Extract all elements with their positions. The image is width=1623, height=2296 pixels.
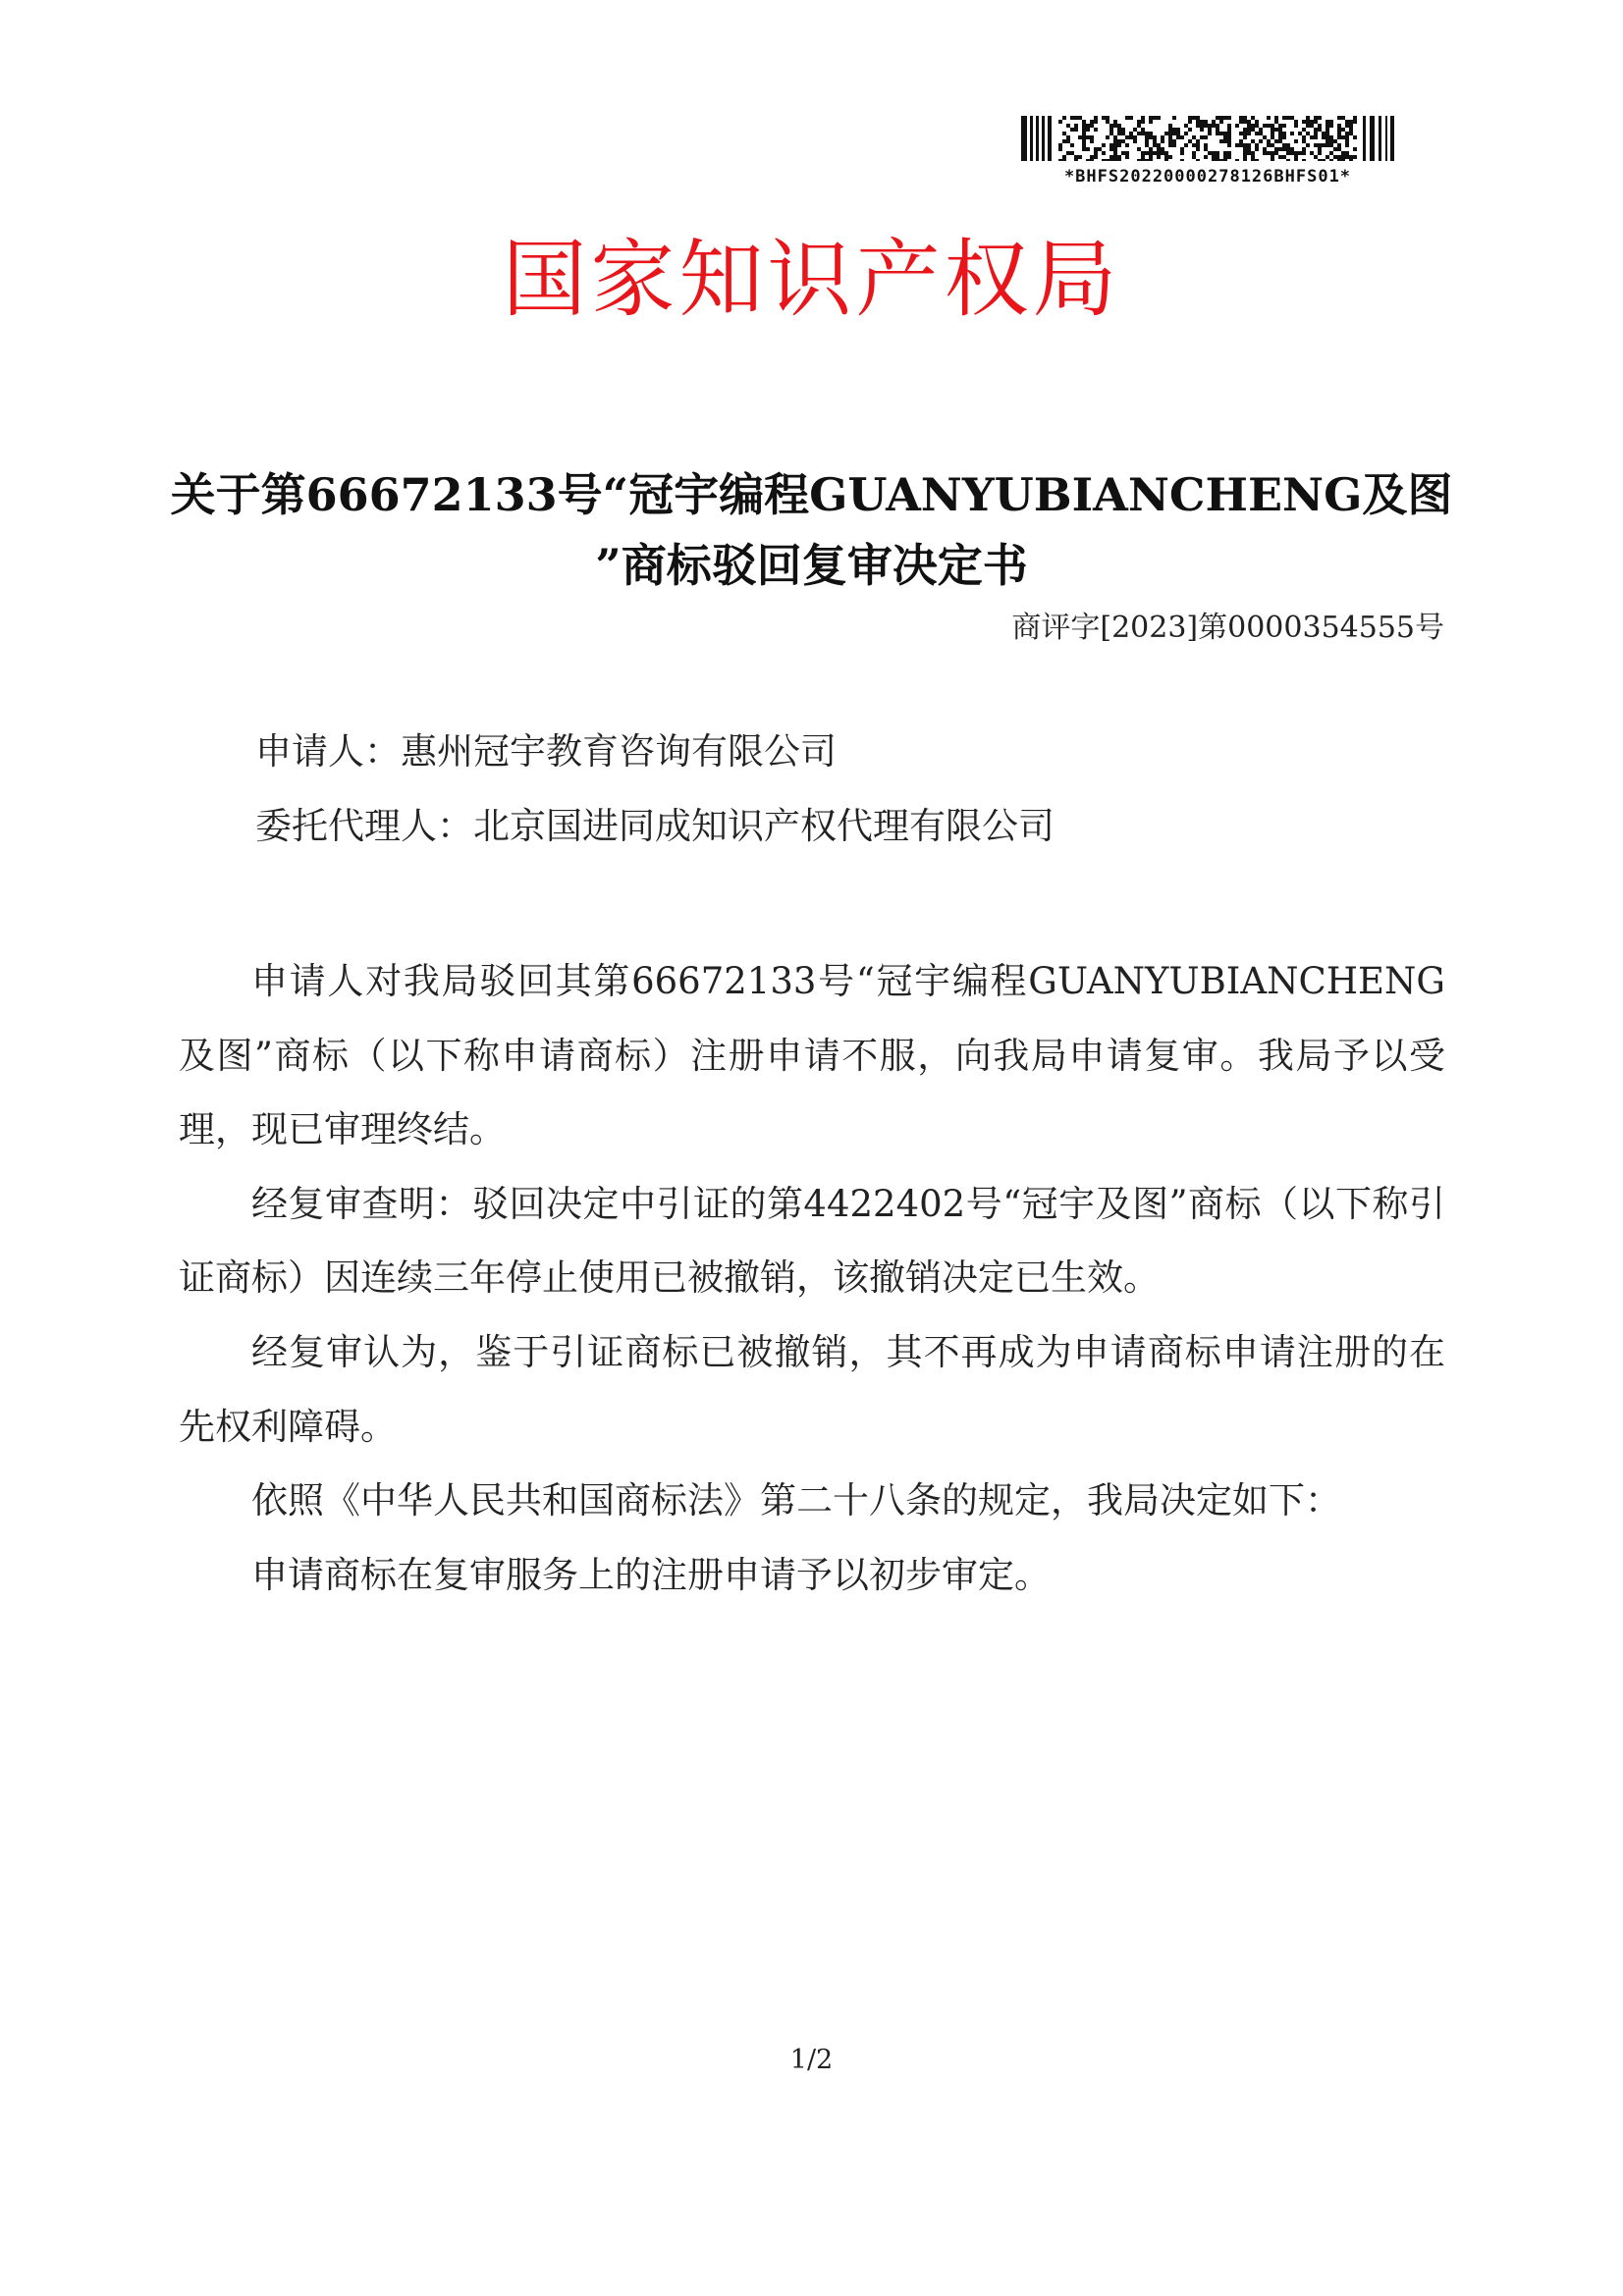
body-paragraph-1: 申请人对我局驳回其第66672133号“冠宇编程GUANYUBIANCHENG及图”商标（以下称申请商标）注册申请不服，向我局申请复审。我局予以受理，现已审理终结。 bbox=[179, 960, 1445, 1151]
issuing-office-name: 国家知识产权局 bbox=[502, 231, 1121, 329]
barcode bbox=[1021, 116, 1394, 161]
barcode-block bbox=[1021, 116, 1394, 192]
body-paragraph-4: 依照《中华人民共和国商标法》第二十八条的规定，我局决定如下： bbox=[251, 1479, 1341, 1522]
barcode-number: *BHFS20220000278126BHFS01* bbox=[1063, 167, 1352, 187]
document-title bbox=[167, 459, 1456, 601]
reference-number: 商评字[2023]第0000354555号 bbox=[1011, 611, 1444, 645]
decision-body bbox=[179, 944, 1445, 1612]
body-paragraph-2: 经复审查明：驳回决定中引证的第4422402号“冠宇及图”商标（以下称引证商标）因连续三年停止使用已被撤销，该撤销决定已生效。 bbox=[179, 1182, 1445, 1300]
page-number: 1/2 bbox=[789, 2045, 834, 2075]
applicant-line: 申请人：惠州冠宇教育咨询有限公司 bbox=[255, 730, 837, 773]
body-paragraph-3: 经复审认为，鉴于引证商标已被撤销，其不再成为申请商标申请注册的在先权利障碍。 bbox=[179, 1330, 1445, 1448]
body-paragraph-5: 申请商标在复审服务上的注册申请予以初步审定。 bbox=[251, 1553, 1051, 1596]
document-title-line-2: ”商标驳回复审决定书 bbox=[595, 539, 1028, 592]
agent-line: 委托代理人：北京国进同成知识产权代理有限公司 bbox=[255, 805, 1055, 847]
document-title-line-1: 关于第66672133号“冠宇编程GUANYUBIANCHENG及图 bbox=[170, 468, 1453, 521]
